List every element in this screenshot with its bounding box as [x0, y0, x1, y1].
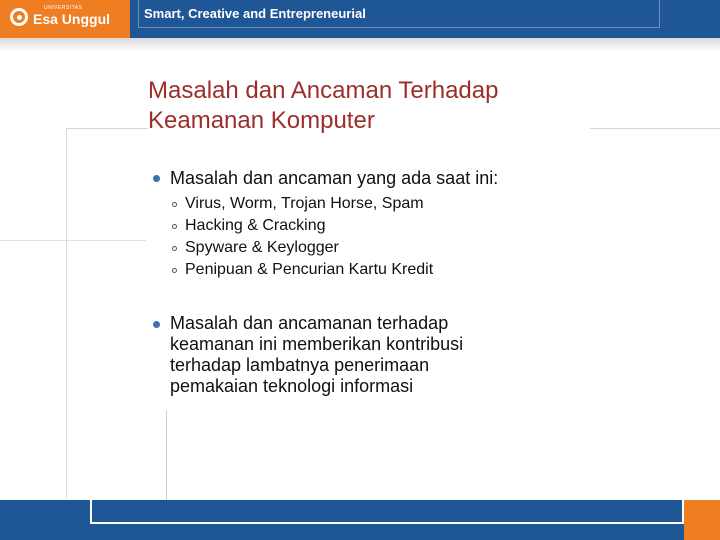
sub-bullet-list [172, 193, 580, 281]
bullet-item [150, 167, 580, 189]
bullet-text-line: keamanan ini memberikan kontribusi [170, 334, 464, 354]
sub-bullet-text: Spyware & Keylogger [185, 239, 339, 256]
footer-frame [90, 500, 684, 524]
bullet-dot-icon [153, 321, 160, 328]
decorative-line [590, 128, 720, 129]
slide-title [148, 76, 598, 136]
logo-emblem-icon [10, 8, 28, 26]
bullet-dot-icon [153, 175, 160, 182]
sub-bullet-ring-icon [172, 224, 177, 229]
bullet-text-line: Masalah dan ancamanan terhadap [170, 313, 449, 333]
university-logo[interactable] [0, 0, 130, 38]
sub-bullet-text: Penipuan & Pencurian Kartu Kredit [185, 261, 434, 278]
sub-bullet-ring-icon [172, 268, 177, 273]
logo-super-text: UNIVERSITAS [44, 5, 83, 11]
sub-bullet-ring-icon [172, 202, 177, 207]
decorative-line [66, 128, 148, 129]
bullet-text: Masalah dan ancaman yang ada saat ini: [170, 168, 499, 188]
slide-title-line: Masalah dan Ancaman Terhadap [148, 77, 499, 104]
slide-content [150, 167, 580, 397]
logo-text: Esa Unggul [33, 11, 111, 27]
footer-accent [684, 500, 720, 540]
tagline: Smart, Creative and Entrepreneurial [144, 6, 366, 21]
sub-bullet-ring-icon [172, 246, 177, 251]
decorative-line [66, 128, 67, 498]
sub-bullet-item [172, 193, 580, 215]
slide-title-line: Keamanan Komputer [148, 107, 375, 134]
header-shadow-band [0, 38, 720, 52]
sub-bullet-item [172, 259, 580, 281]
decorative-line [0, 240, 146, 241]
decorative-line [166, 410, 167, 500]
bullet-text-line: pemakaian teknologi informasi [170, 376, 414, 396]
sub-bullet-text: Virus, Worm, Trojan Horse, Spam [185, 195, 424, 212]
bullet-text-line: terhadap lambatnya penerimaan [170, 355, 430, 375]
sub-bullet-item [172, 237, 580, 259]
sub-bullet-item [172, 215, 580, 237]
header-bar [0, 0, 720, 38]
sub-bullet-text: Hacking & Cracking [185, 217, 326, 234]
bullet-item [150, 313, 580, 397]
